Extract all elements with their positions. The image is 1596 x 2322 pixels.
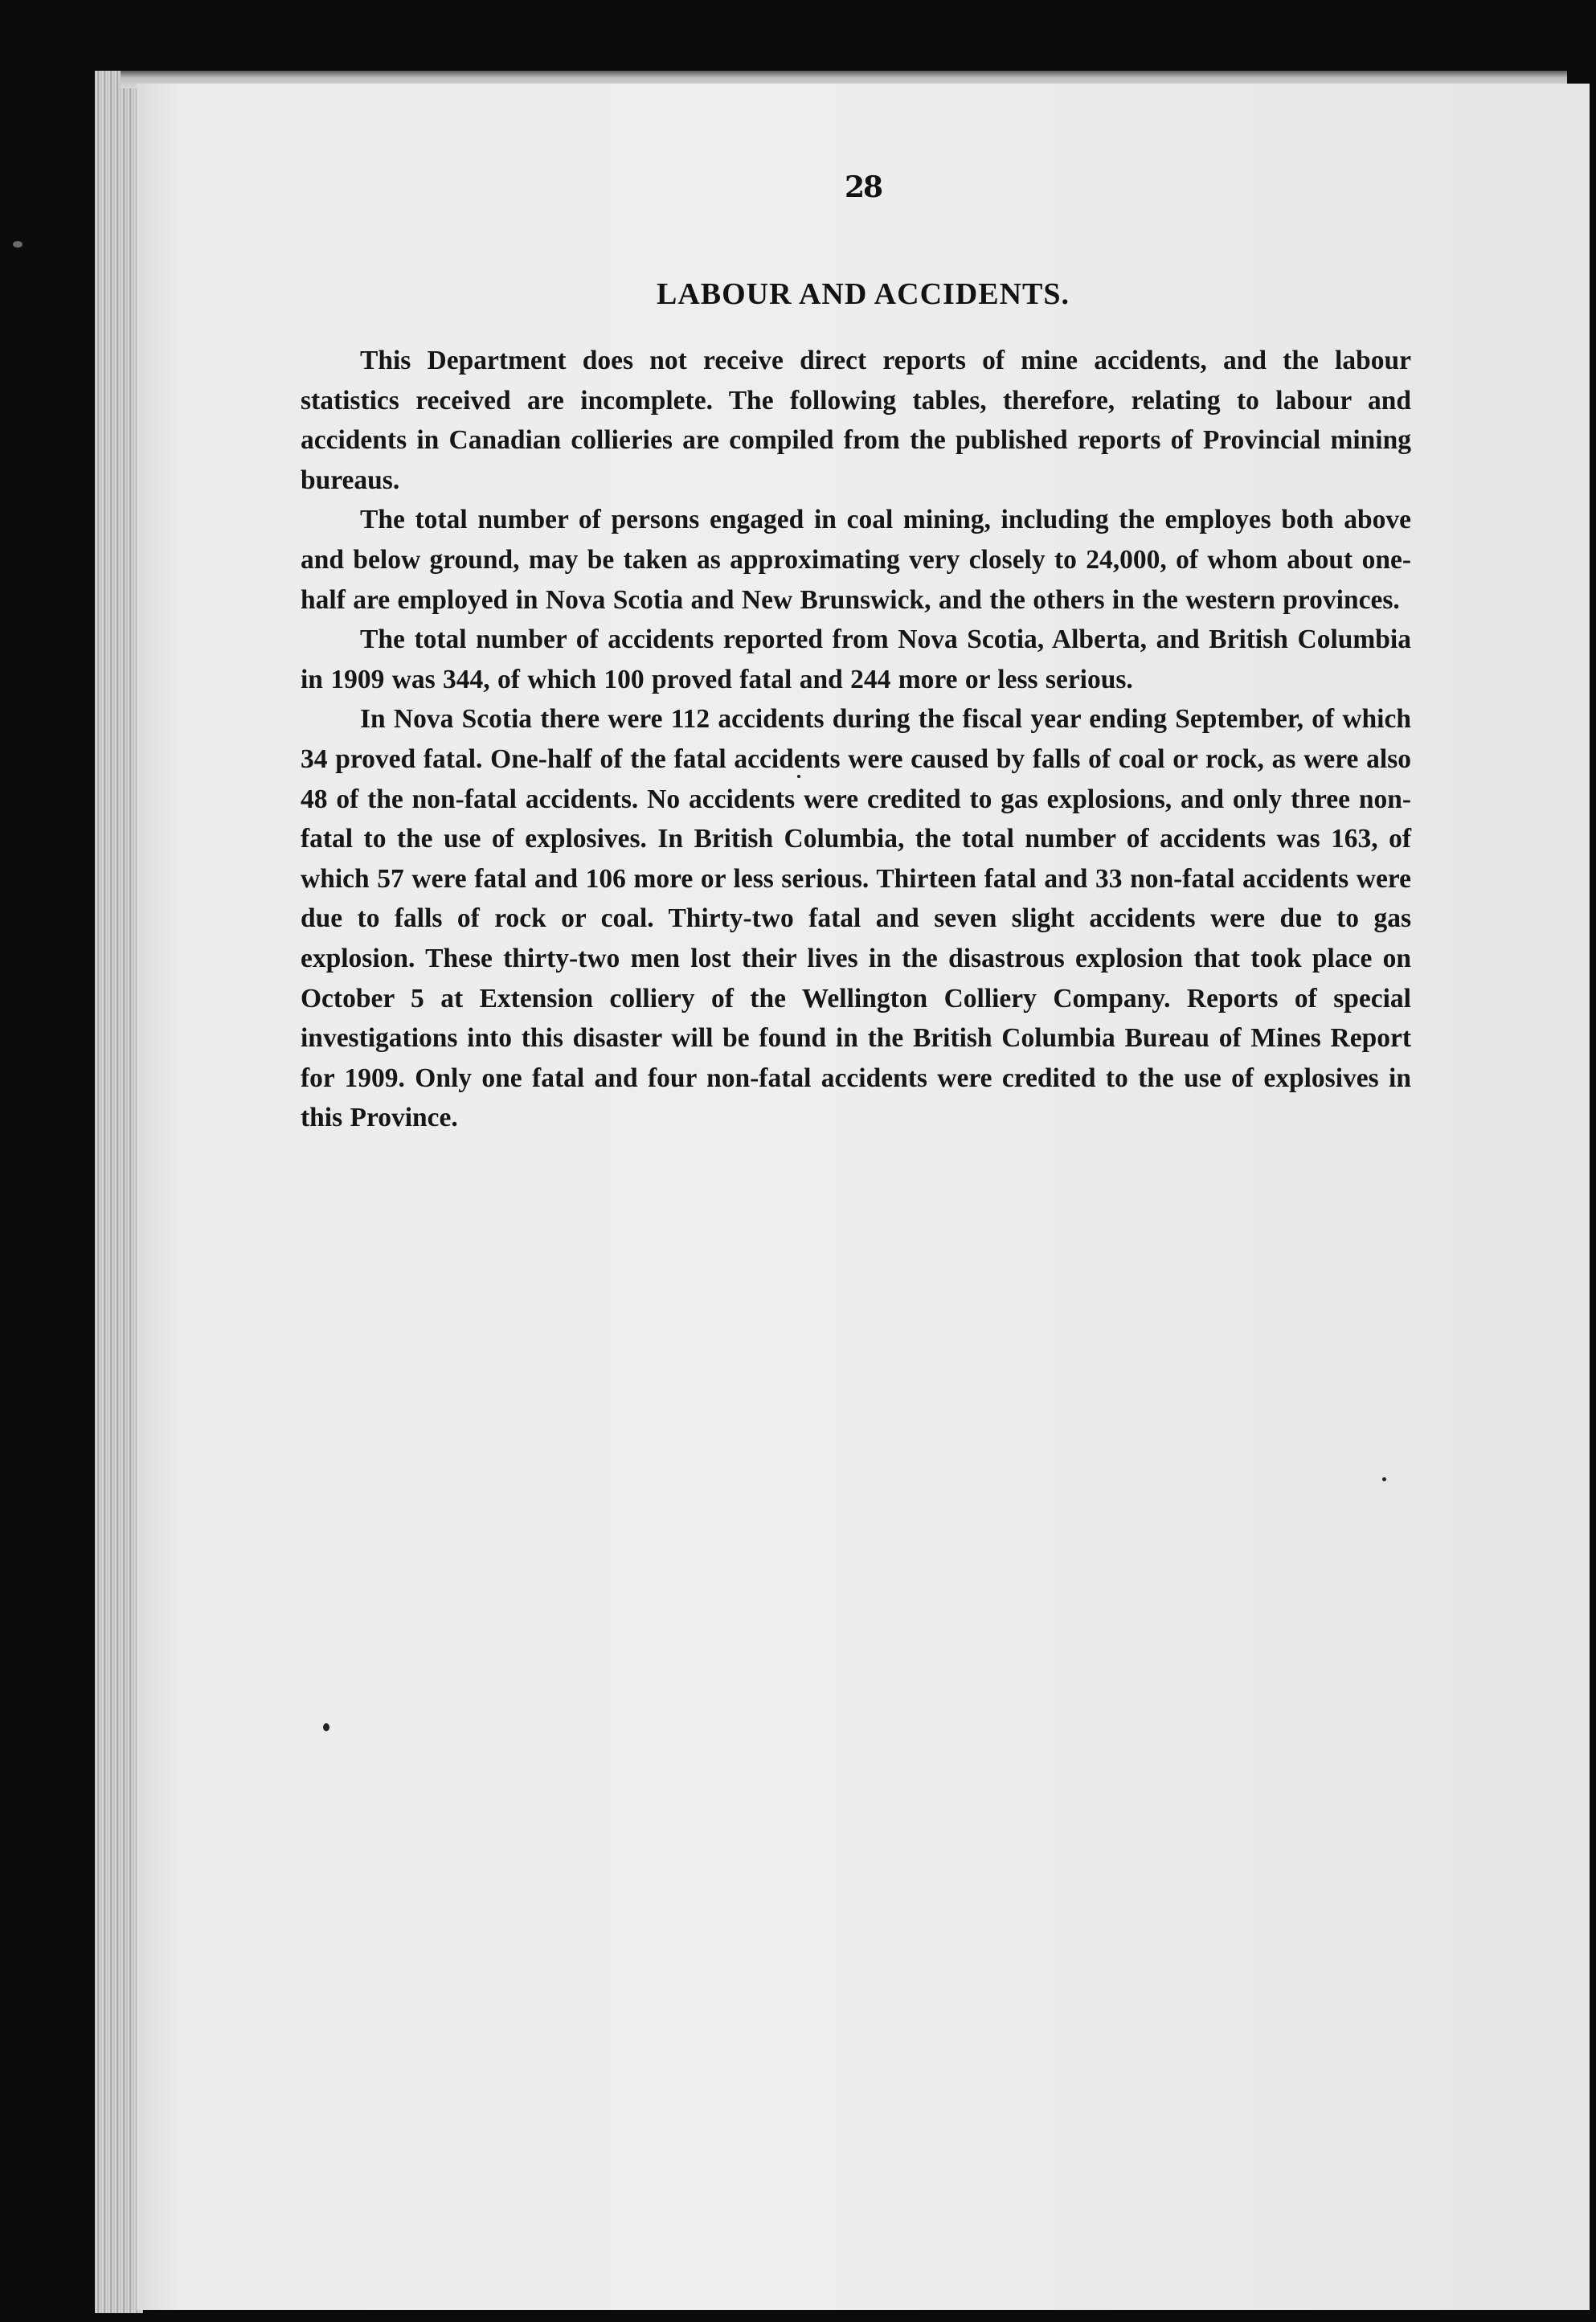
paragraph-accident-totals: The total number of accidents reported from Nova Scotia, Alberta, and British Columbia in 1909 was 344, of which 100 proved fatal and 244 more or less serious. <box>301 625 1411 694</box>
scan-speck <box>323 1723 329 1731</box>
section-heading: LABOUR AND ACCIDENTS. <box>656 277 1070 311</box>
scan-artifact <box>13 241 23 248</box>
paragraph-intro: This Department does not receive direct reports of mine accidents, and the labour statistics received are incomplete. The following tables, therefore, relating to labour and accidents in Canadian collieries are compiled from the published reports of Provincial mining bureaus. <box>301 346 1411 495</box>
page-edges <box>95 71 143 2313</box>
document-page <box>137 84 1590 2310</box>
paragraph-provincial-details: In Nova Scotia there were 112 accidents during the fiscal year ending September, of which 34 proved fatal. One-half of the fatal accidents were caused by falls of coal or rock, as were also 48 of the non-fatal accidents. No accidents were credited to gas explosions, and only three non-fatal to the use of explosives. In British Columbia, the total number of accidents was 163, of which 57 were fatal and 106 more or less serious. Thirteen fatal and 33 non-fatal accidents were due to falls of rock or coal. Thirty-two fatal and seven slight accidents were due to gas explosion. These thirty-two men lost their lives in the disastrous explosion that took place on October 5 at Extension colliery of the Wellington Colliery Company. Reports of special investigations into this disaster will be found in the British Columbia Bureau of Mines Report for 1909. Only one fatal and four non-fatal accidents were credited to the use of explosives in this Province. <box>301 704 1411 1133</box>
scan-speck <box>1382 1477 1386 1481</box>
paragraph-employment: The total number of persons engaged in coal mining, including the employes both above and below ground, may be taken as approximating very closely to 24,000, of whom about one-half are employed in Nova Scotia and New Brunswick, and the others in the western provinces. <box>301 505 1411 615</box>
scan-speck <box>797 775 800 778</box>
body-text <box>301 341 1411 1138</box>
page-number: 28 <box>844 170 882 204</box>
